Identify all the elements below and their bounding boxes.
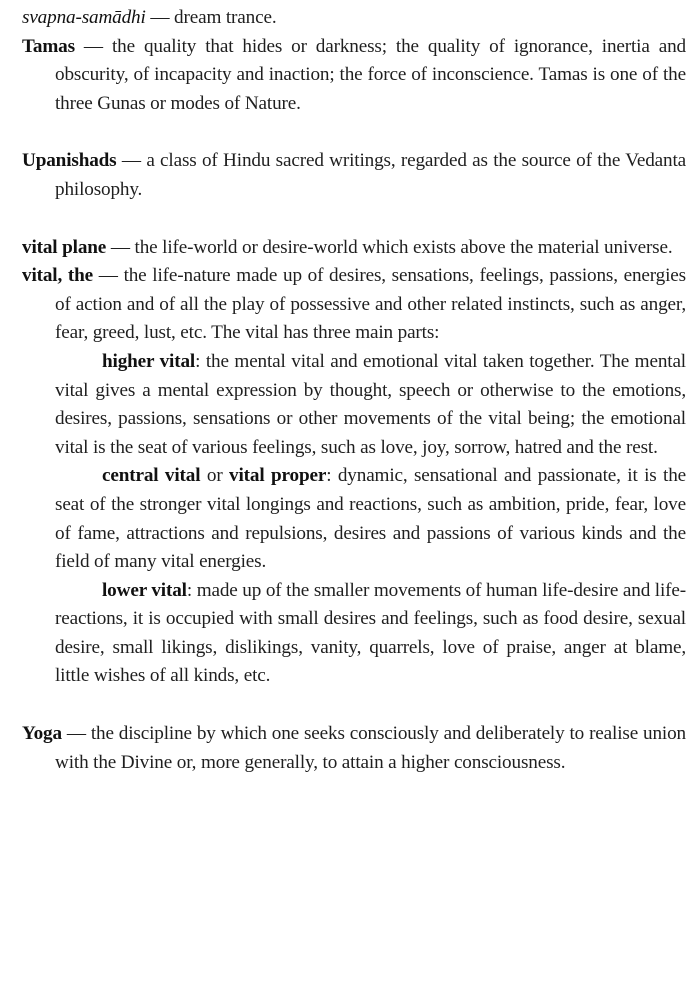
glossary-entry-upanishads: [22, 147, 686, 204]
entry-spacer: [22, 118, 686, 147]
entry-term: vital, the: [22, 265, 94, 287]
entry-separator: —: [61, 723, 91, 745]
entry-term: svapna-samādhi: [22, 7, 146, 28]
subentry-term: higher vital: [102, 350, 196, 372]
entry-spacer: [22, 205, 686, 234]
entry-separator: —: [74, 35, 112, 57]
entry-definition: the life-nature made up of desires, sensations, feelings, passions, energies of action and of all the play of possessive and other related instincts, such as anger, fear, greed, lust, etc. The vital has three main parts:: [55, 265, 686, 344]
entry-definition: dream trance.: [174, 7, 277, 28]
subentry-term: central vital: [102, 465, 201, 487]
subentry-separator: :: [326, 465, 338, 487]
subentry-definition: dynamic, sensational and passionate, it is the seat of the stronger vital longings and reactions, such as ambition, pride, fear, love of fame, attractions and repulsions, desires and passions of various kinds and the field of many vital energies.: [55, 465, 687, 573]
glossary-entry-tamas: [22, 33, 686, 119]
entry-term: vital plane: [22, 236, 107, 258]
entry-separator: —: [106, 236, 135, 258]
glossary-entry-svapna-samadhi: [22, 4, 686, 33]
entry-term: Yoga: [22, 723, 62, 745]
subentry-conjunction: or: [200, 465, 230, 487]
subentry-definition: the mental vital and emotional vital taken together. The mental vital gives a mental expression by thought, speech or otherwise to the emotions, desires, passions, sensations or other movements of the vital being; the emotional vital is the seat of various feelings, such as love, joy, sorrow, hatred and the rest.: [55, 350, 686, 458]
entry-definition: a class of Hindu sacred writings, regarded as the source of the Vedanta philosophy.: [55, 150, 686, 200]
subentry-separator: :: [195, 350, 206, 372]
subentry-term: lower vital: [102, 579, 187, 601]
entry-separator: —: [93, 265, 124, 287]
glossary-entry-vital-the: [22, 262, 686, 348]
glossary-entry-vital-plane: [22, 234, 686, 263]
subentry-definition: made up of the smaller movements of human life-desire and life-reactions, it is occupied with small desires and feelings, such as food desire, sexual desire, small likings, dislikings, vanity, quarrels, love of praise, anger at blame, little wishes of all kinds, etc.: [55, 579, 686, 687]
entry-term: Upanishads: [22, 150, 117, 172]
entry-definition: the discipline by which one seeks consciously and deliberately to realise union with the Divine or, more generally, to attain a higher consciousness.: [55, 723, 686, 773]
subentry-lower-vital: [22, 577, 686, 691]
subentry-separator: :: [186, 579, 197, 601]
subentry-term-alt: vital proper: [229, 465, 327, 487]
entry-separator: —: [116, 150, 147, 172]
entry-separator: —: [145, 7, 175, 28]
subentry-higher-vital: [22, 348, 686, 462]
entry-spacer: [22, 691, 686, 720]
entry-term: Tamas: [22, 35, 75, 57]
entry-definition: the quality that hides or darkness; the quality of ignorance, inertia and obscurity, of incapacity and inaction; the force of inconscience. Tamas is one of the three Gunas or modes of Nature.: [55, 35, 686, 114]
subentry-central-vital: [22, 462, 686, 576]
glossary-entry-yoga: [22, 720, 686, 777]
entry-definition: the life-world or desire-world which exists above the material universe.: [134, 236, 673, 258]
